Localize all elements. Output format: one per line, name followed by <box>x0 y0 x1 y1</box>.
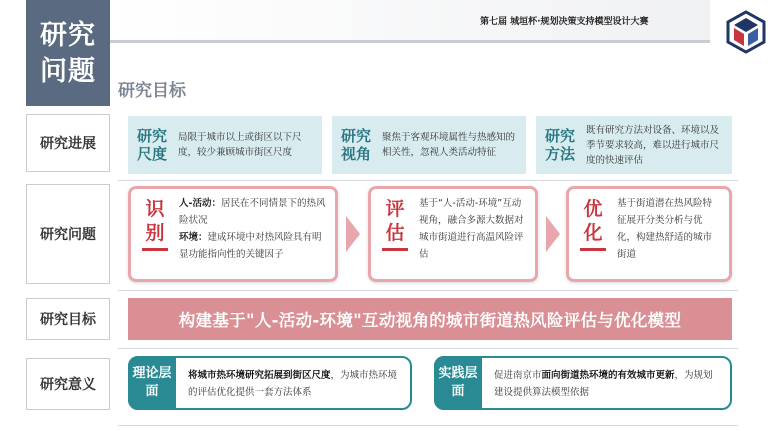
question-card-optimize <box>566 186 732 282</box>
side-title-line-1: 研究 <box>40 20 96 51</box>
progress-card-label: 研究尺度 <box>136 127 167 163</box>
header-divider <box>110 40 710 43</box>
tag-underline <box>382 248 408 251</box>
progress-card-label: 研究视角 <box>340 127 371 163</box>
question-tag-text: 优化 <box>583 198 603 244</box>
progress-card-scale <box>128 116 322 174</box>
contest-title: 第七届 城垣杯·规划决策支持模型设计大赛 <box>480 17 649 27</box>
question-tag <box>377 197 413 251</box>
question-text: 基于“人-活动-环境”互动视角，融合多源大数据对城市街道进行高温风险评估 <box>419 198 524 260</box>
question-line1-label: 人-活动： <box>179 198 221 209</box>
significance-text <box>188 367 402 401</box>
progress-card-text: 局限于城市以上或街区以下尺度，较少兼顾城市街区尺度 <box>178 132 302 158</box>
row-label-goal: 研究目标 <box>26 298 110 340</box>
tag-underline <box>142 248 168 251</box>
cube-logo-icon <box>724 10 768 54</box>
side-title <box>26 0 110 106</box>
progress-card-label: 研究方法 <box>544 127 575 163</box>
arrow-right-icon <box>546 216 560 252</box>
significance-text <box>494 367 722 401</box>
significance-rest: ，为城市热环境的评估优化提供一套方法体系 <box>188 370 398 398</box>
question-line2-label: 环境： <box>179 232 208 243</box>
question-tag <box>575 197 611 251</box>
progress-card-text: 既有研究方法对设备、环境以及季节要求较高，难以进行城市尺度的快速评估 <box>586 124 720 166</box>
row-divider <box>118 348 738 349</box>
row-divider <box>118 290 738 291</box>
significance-tag: 理论层面 <box>128 356 176 410</box>
question-tag <box>137 197 173 251</box>
row-label-significance: 研究意义 <box>26 358 110 410</box>
significance-pre: 促进南京市 <box>494 370 542 381</box>
row-divider <box>118 180 738 181</box>
significance-highlight: 面向街道热环境的有效城市更新 <box>541 370 675 381</box>
question-card-identify <box>128 186 338 282</box>
question-tag-text: 识别 <box>145 198 165 244</box>
section-title: 研究目标 <box>118 81 186 101</box>
significance-highlight: 将城市热环境研究拓展到街区尺度 <box>188 370 331 381</box>
side-title-line-2: 问题 <box>40 56 96 87</box>
question-card-evaluate <box>368 186 538 282</box>
question-line2-text: 建成环境中对热风险具有明显功能指向性的关键因子 <box>179 232 322 260</box>
significance-rest: ，为规划建设提供算法模型依据 <box>494 370 713 398</box>
bottom-divider <box>118 425 738 426</box>
row-label-progress: 研究进展 <box>26 114 110 172</box>
row-label-question: 研究问题 <box>26 184 110 284</box>
significance-tag: 实践层面 <box>434 356 482 410</box>
progress-card-method <box>536 116 732 174</box>
goal-banner: 构建基于"人-活动-环境"互动视角的城市街道热风险评估与优化模型 <box>128 298 732 340</box>
progress-card-text: 聚焦于客观环境属性与热感知的相关性，忽视人类活动特征 <box>382 132 516 158</box>
arrow-right-icon <box>346 216 360 252</box>
tag-underline <box>580 248 606 251</box>
question-text: 基于街道潜在热风险特征展开分类分析与优化，构建热舒适的城市街道 <box>617 198 713 260</box>
question-line1-text: 居民在不同情景下的热风险状况 <box>179 198 326 226</box>
question-tag-text: 评估 <box>385 198 405 244</box>
significance-card-theory <box>128 356 412 410</box>
progress-card-perspective <box>332 116 526 174</box>
question-text <box>179 195 327 263</box>
significance-card-practice <box>434 356 732 410</box>
